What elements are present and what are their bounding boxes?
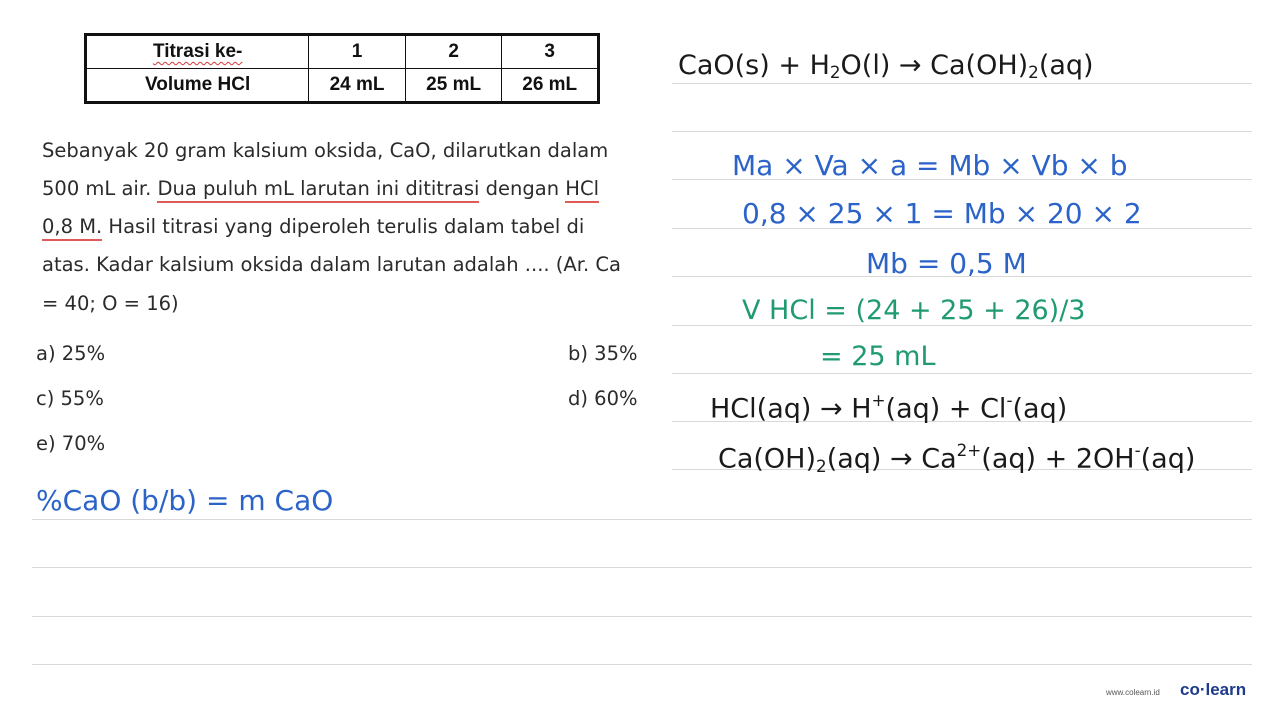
ruled-line: [32, 519, 1252, 520]
table-cell: 26 mL: [502, 69, 599, 103]
option-b[interactable]: b) 35%: [568, 342, 638, 365]
colearn-logo: co·learn: [1180, 680, 1247, 699]
option-d[interactable]: d) 60%: [568, 387, 638, 410]
table-cell: 25 mL: [405, 69, 502, 103]
table-header-cell: Titrasi ke-: [86, 35, 309, 69]
equation-v-hcl-result: = 25 mL: [820, 341, 936, 372]
ruled-line: [32, 616, 1252, 617]
table-cell: 24 mL: [309, 69, 406, 103]
question-line-3: 0,8 M. Hasil titrasi yang diperoleh terulis dalam tabel di: [42, 215, 584, 238]
question-line-4: atas. Kadar kalsium oksida dalam larutan adalah .... (Ar. Ca: [42, 253, 621, 276]
table-header-cell: 2: [405, 35, 502, 69]
equation-titration-substitution: 0,8 × 25 × 1 = Mb × 20 × 2: [742, 197, 1142, 230]
equation-mb-result: Mb = 0,5 M: [866, 247, 1027, 280]
site-url: www.colearn.id: [1106, 688, 1160, 697]
table-row: [86, 69, 599, 103]
table-header-row: [86, 35, 599, 69]
equation-hcl-ionization: HCl(aq) → H+(aq) + Cl-(aq): [710, 390, 1068, 425]
table-header-cell: 3: [502, 35, 599, 69]
option-c[interactable]: c) 55%: [36, 387, 104, 410]
equation-v-hcl: V HCl = (24 + 25 + 26)/3: [742, 295, 1086, 326]
table-cell: Volume HCl: [86, 69, 309, 103]
question-line-1: Sebanyak 20 gram kalsium oksida, CaO, dilarutkan dalam: [42, 139, 609, 162]
equation-titration-formula: Ma × Va × a = Mb × Vb × b: [732, 149, 1128, 182]
equation-caoh2-ionization: $Ca(OH)_2(aq) \to Ca^{2+}(aq) + 2OH^-(aq)$: [718, 440, 1196, 476]
question-line-2: 500 mL air. Dua puluh mL larutan ini dititrasi dengan HCl: [42, 177, 599, 200]
ruled-line: [672, 131, 1252, 132]
titration-table: [84, 33, 600, 104]
equation-cao-water: $CaO(s) + H_2O(l) \to Ca(OH)_2(aq)$: [678, 50, 1094, 83]
option-e[interactable]: e) 70%: [36, 432, 106, 455]
equation-percent-cao: %CaO (b/b) = m CaO: [36, 484, 334, 517]
question-line-5: = 40; O = 16): [42, 292, 179, 315]
ruled-line: [32, 567, 1252, 568]
table-header-cell: 1: [309, 35, 406, 69]
option-a[interactable]: a) 25%: [36, 342, 106, 365]
ruled-line: [32, 664, 1252, 665]
ruled-line: [672, 373, 1252, 374]
ruled-line: [672, 83, 1252, 84]
